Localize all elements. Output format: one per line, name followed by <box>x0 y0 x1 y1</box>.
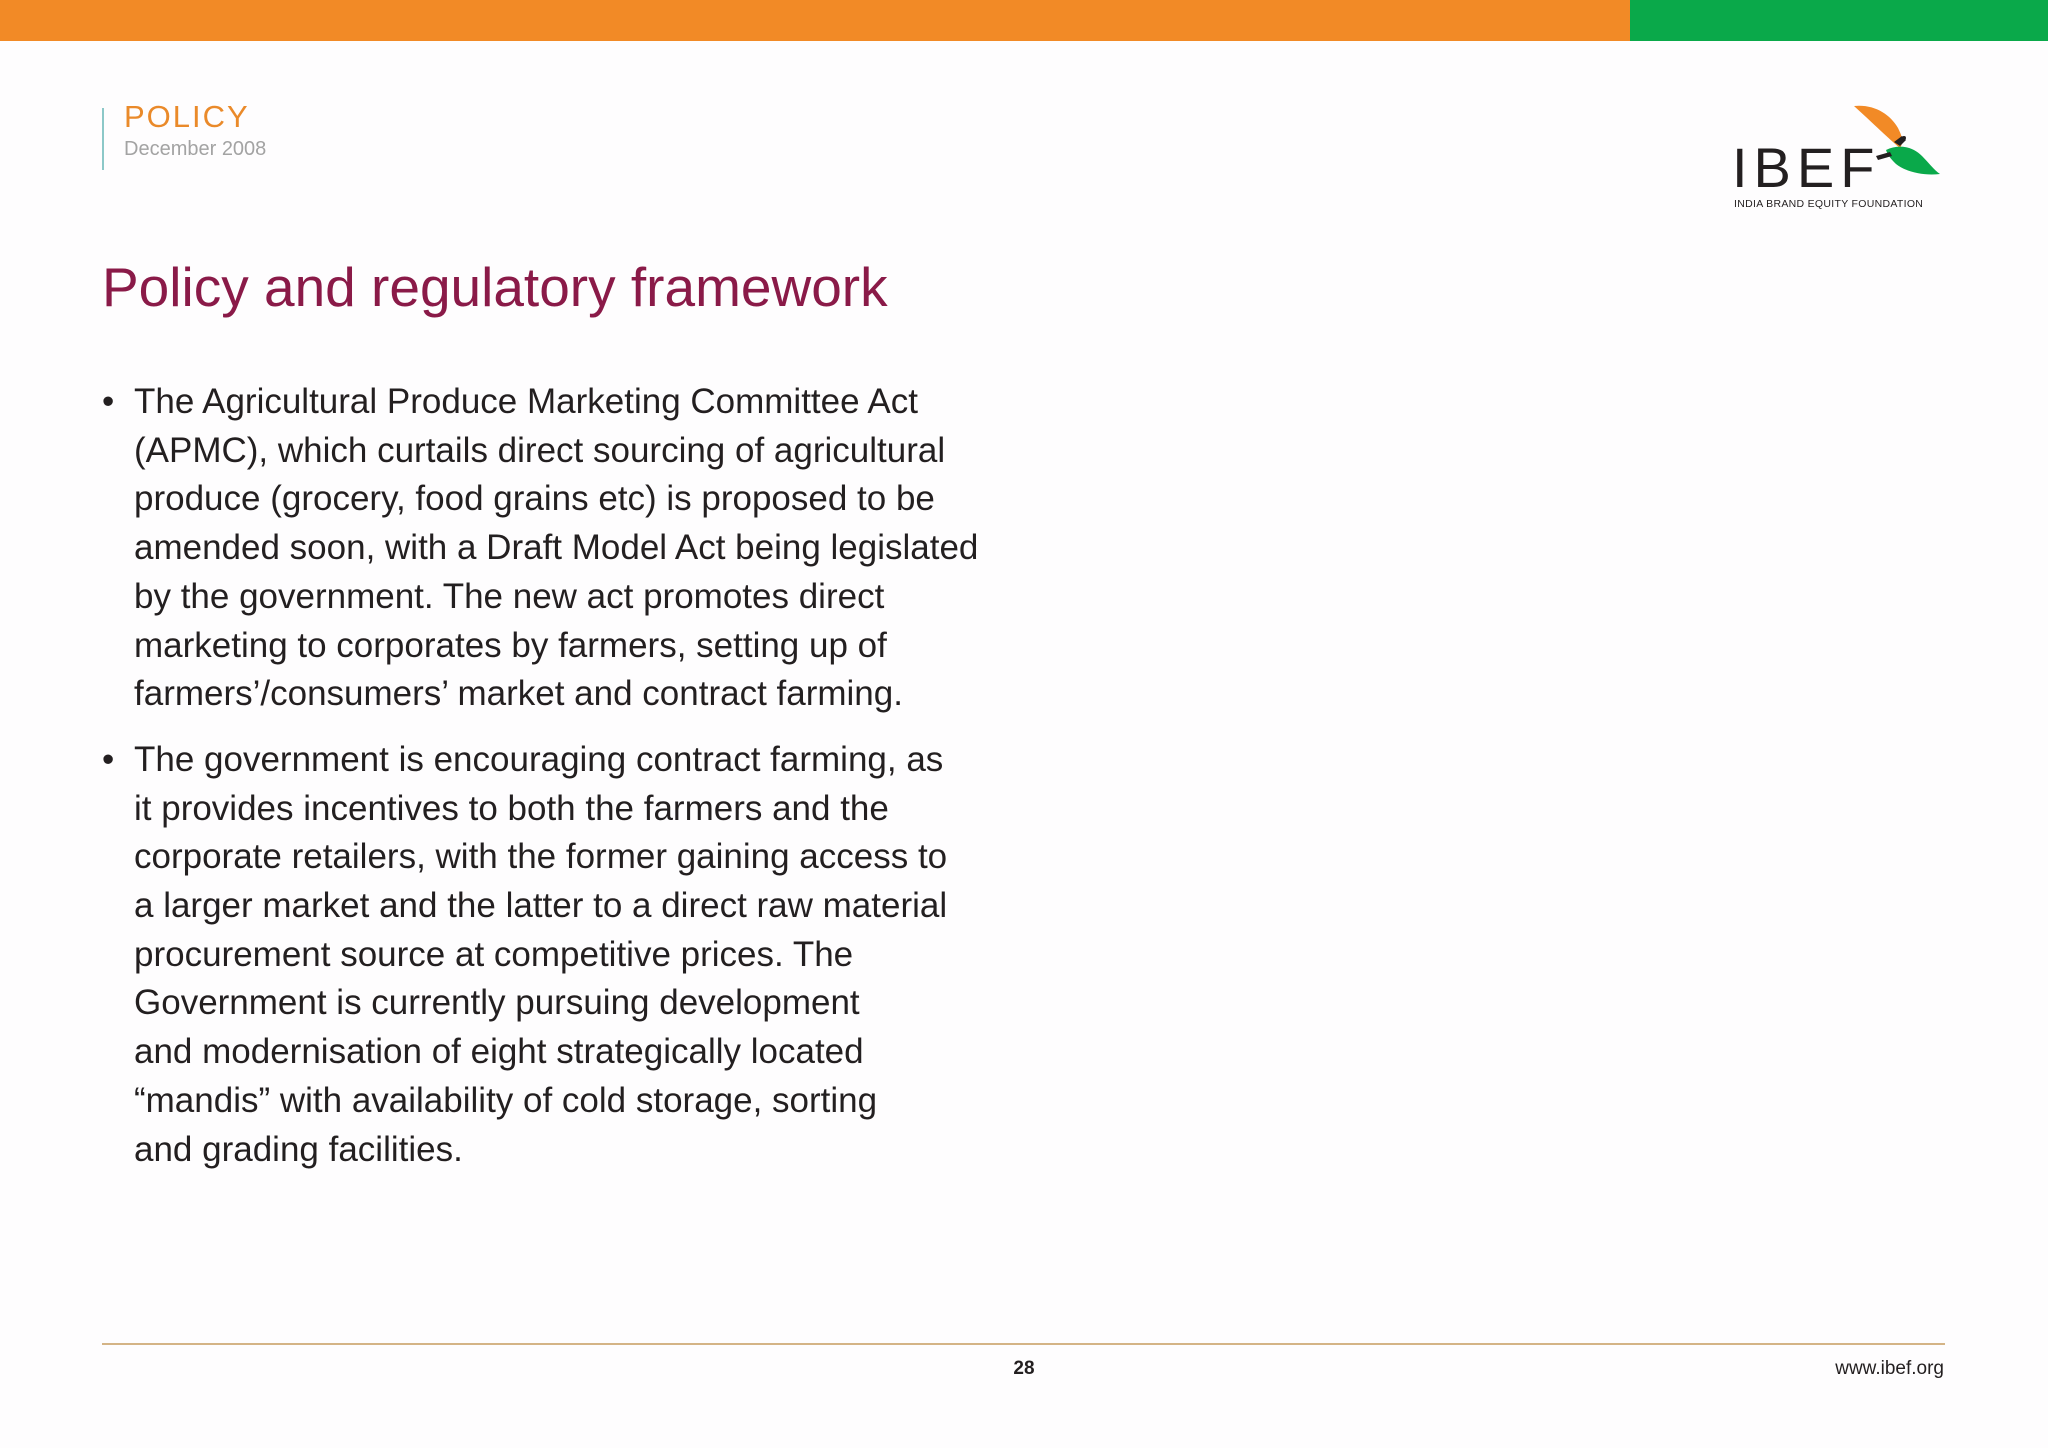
bullet-item <box>102 736 1022 1174</box>
section-divider <box>102 108 104 170</box>
bullet-text: The Agricultural Produce Marketing Committee Act (APMC), which curtails direct sourcing of agricultural produce (grocery, food grains etc) is proposed to be amended soon, with a Draft Model Act being legislated by the government. The new act promotes direct marketing to corporates by farmers, setting up of farmers’/consumers’ market and contract farming. <box>134 382 979 714</box>
top-accent-bar-green <box>1630 0 2048 41</box>
footer-divider <box>102 1343 1945 1345</box>
section-label: POLICY <box>124 99 250 134</box>
top-accent-bar-orange <box>0 0 1630 41</box>
bullet-list <box>102 378 1022 1191</box>
page-number: 28 <box>1013 1358 1035 1379</box>
logo-subtitle: INDIA BRAND EQUITY FOUNDATION <box>1734 198 1924 210</box>
page-title: Policy and regulatory framework <box>102 256 888 318</box>
bullet-item <box>102 378 1022 719</box>
publication-date: December 2008 <box>124 138 267 160</box>
ibef-logo <box>1730 100 1950 212</box>
website-link[interactable]: www.ibef.org <box>1835 1358 1944 1379</box>
bullet-text: The government is encouraging contract farming, as it provides incentives to both the farmers and the corporate retailers, with the former gaining access to a larger market and the latter to a direct raw material procurement source at competitive prices. The Government is currently pursuing development and modernisation of eight strategically located “mandis” with availability of cold storage, sorting and grading facilities. <box>134 739 948 1169</box>
bullet-marker: • <box>102 382 115 421</box>
bullet-marker: • <box>102 739 115 779</box>
logo-wordmark: IBEF <box>1732 136 1881 199</box>
